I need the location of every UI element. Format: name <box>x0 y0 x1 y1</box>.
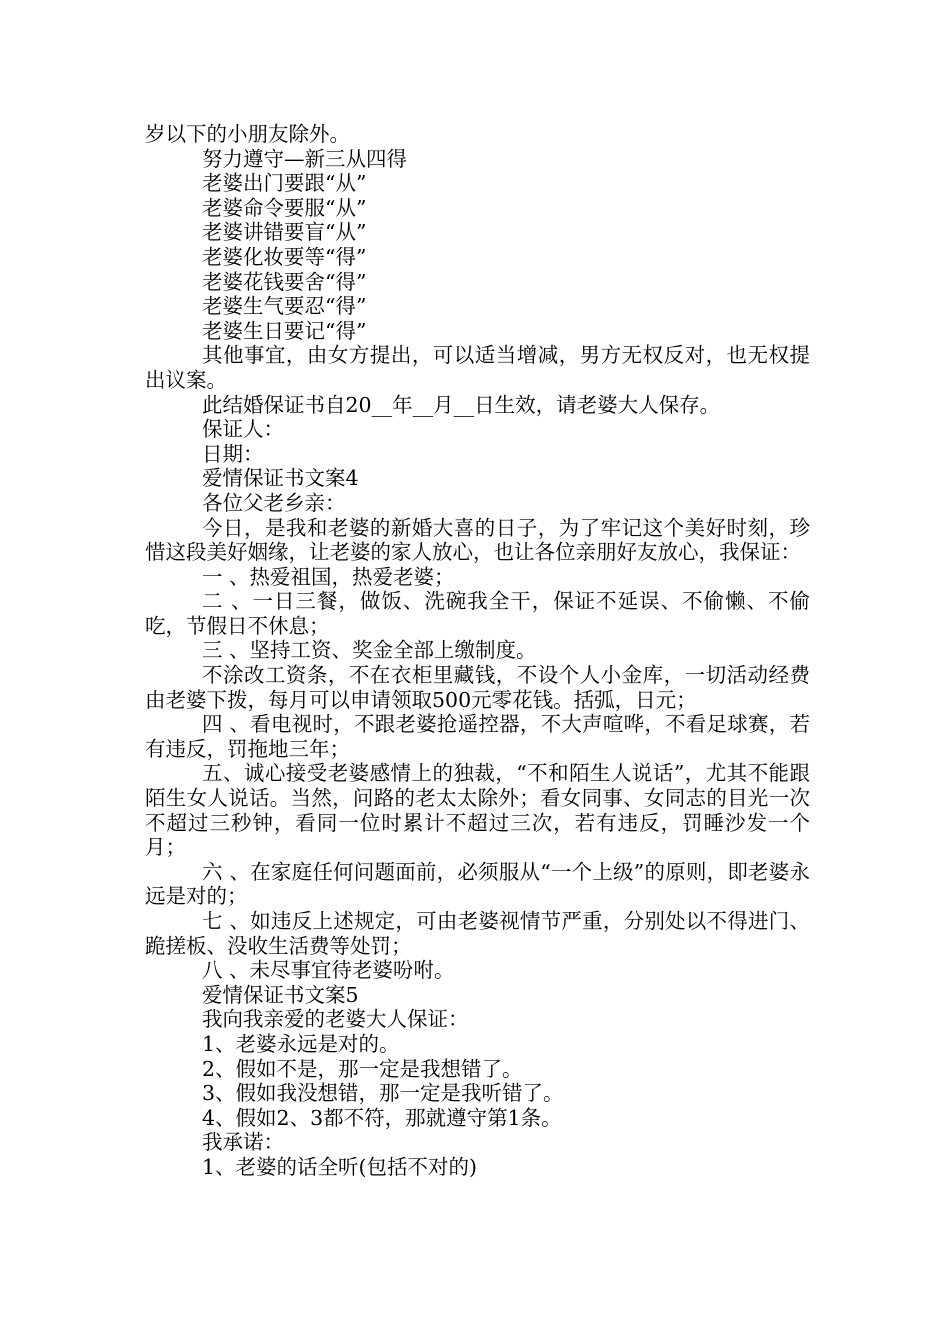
list-item: 六 、在家庭任何问题面前，必须服从“一个上级”的原则，即老婆永远是对的； <box>145 859 810 909</box>
paragraph: 日期： <box>202 441 264 466</box>
list-item: 4、假如2、3都不符，那就遵守第1条。 <box>202 1105 562 1130</box>
paragraph: 不涂改工资条，不在衣柜里藏钱，不设个人小金库，一切活动经费由老婆下拨，每月可以申请领取500元零花钱。括弧，日元； <box>145 663 810 712</box>
section-heading: 爱情保证书文案5 <box>202 982 359 1007</box>
paragraph: 其他事宜，由女方提出，可以适当增减，男方无权反对，也无权提出议案。 <box>145 343 810 392</box>
paragraph: 此结婚保证书自20__年__月__日生效，请老婆大人保存。 <box>202 392 721 417</box>
document-body <box>145 122 810 1180</box>
paragraph: 保证人： <box>202 417 284 442</box>
list-item: 五、诚心接受老婆感情上的独裁，“不和陌生人说话”，尤其不能跟陌生女人说话。当然，问路的老太太除外；看女同事、女同志的目光一次不超过三秒钟，看同一位时累计不超过三次，若有违反，罚睡沙发一个月； <box>145 761 810 860</box>
list-item: 七 、如违反上述规定，可由老婆视情节严重，分别处以不得进门、跪搓板、没收生活费等处罚； <box>145 909 810 958</box>
list-item: 1、老婆永远是对的。 <box>202 1031 400 1056</box>
list-item: 1、老婆的话全听(包括不对的) <box>202 1154 478 1179</box>
list-item: 3、假如我没想错，那一定是我听错了。 <box>202 1081 564 1106</box>
list-item: 四 、看电视时，不跟老婆抢遥控器，不大声喧哗，不看足球赛，若有违反，罚拖地三年； <box>145 712 810 761</box>
paragraph: 老婆化妆要等“得” <box>202 244 367 269</box>
section-heading: 爱情保证书文案4 <box>202 466 359 491</box>
paragraph: 各位父老乡亲： <box>202 490 346 515</box>
paragraph: 今日，是我和老婆的新婚大喜的日子，为了牢记这个美好时刻，珍惜这段美好姻缘，让老婆的家人放心，也让各位亲朋好友放心，我保证： <box>145 515 810 565</box>
paragraph: 老婆生日要记“得” <box>202 318 367 343</box>
paragraph: 老婆生气要忍“得” <box>202 294 367 319</box>
list-item: 一 、热爱祖国，热爱老婆； <box>202 564 455 589</box>
paragraph: 岁以下的小朋友除外。 <box>145 122 350 146</box>
list-item: 2、假如不是，那一定是我想错了。 <box>202 1056 523 1081</box>
paragraph: 老婆讲错要盲“从” <box>202 220 367 245</box>
paragraph: 努力遵守—新三从四得 <box>202 146 407 171</box>
paragraph: 老婆花钱要舍“得” <box>202 269 367 294</box>
paragraph: 我承诺： <box>202 1130 284 1155</box>
list-item: 八 、未尽事宜待老婆吩咐。 <box>202 958 455 983</box>
paragraph: 老婆命令要服“从” <box>202 195 367 220</box>
paragraph: 我向我亲爱的老婆大人保证： <box>202 1007 469 1032</box>
list-item: 三 、坚持工资、奖金全部上缴制度。 <box>202 638 537 663</box>
paragraph: 老婆出门要跟“从” <box>202 171 367 196</box>
list-item: 二 、一日三餐，做饭、洗碗我全干，保证不延误、不偷懒、不偷吃，节假日不休息； <box>145 589 810 638</box>
